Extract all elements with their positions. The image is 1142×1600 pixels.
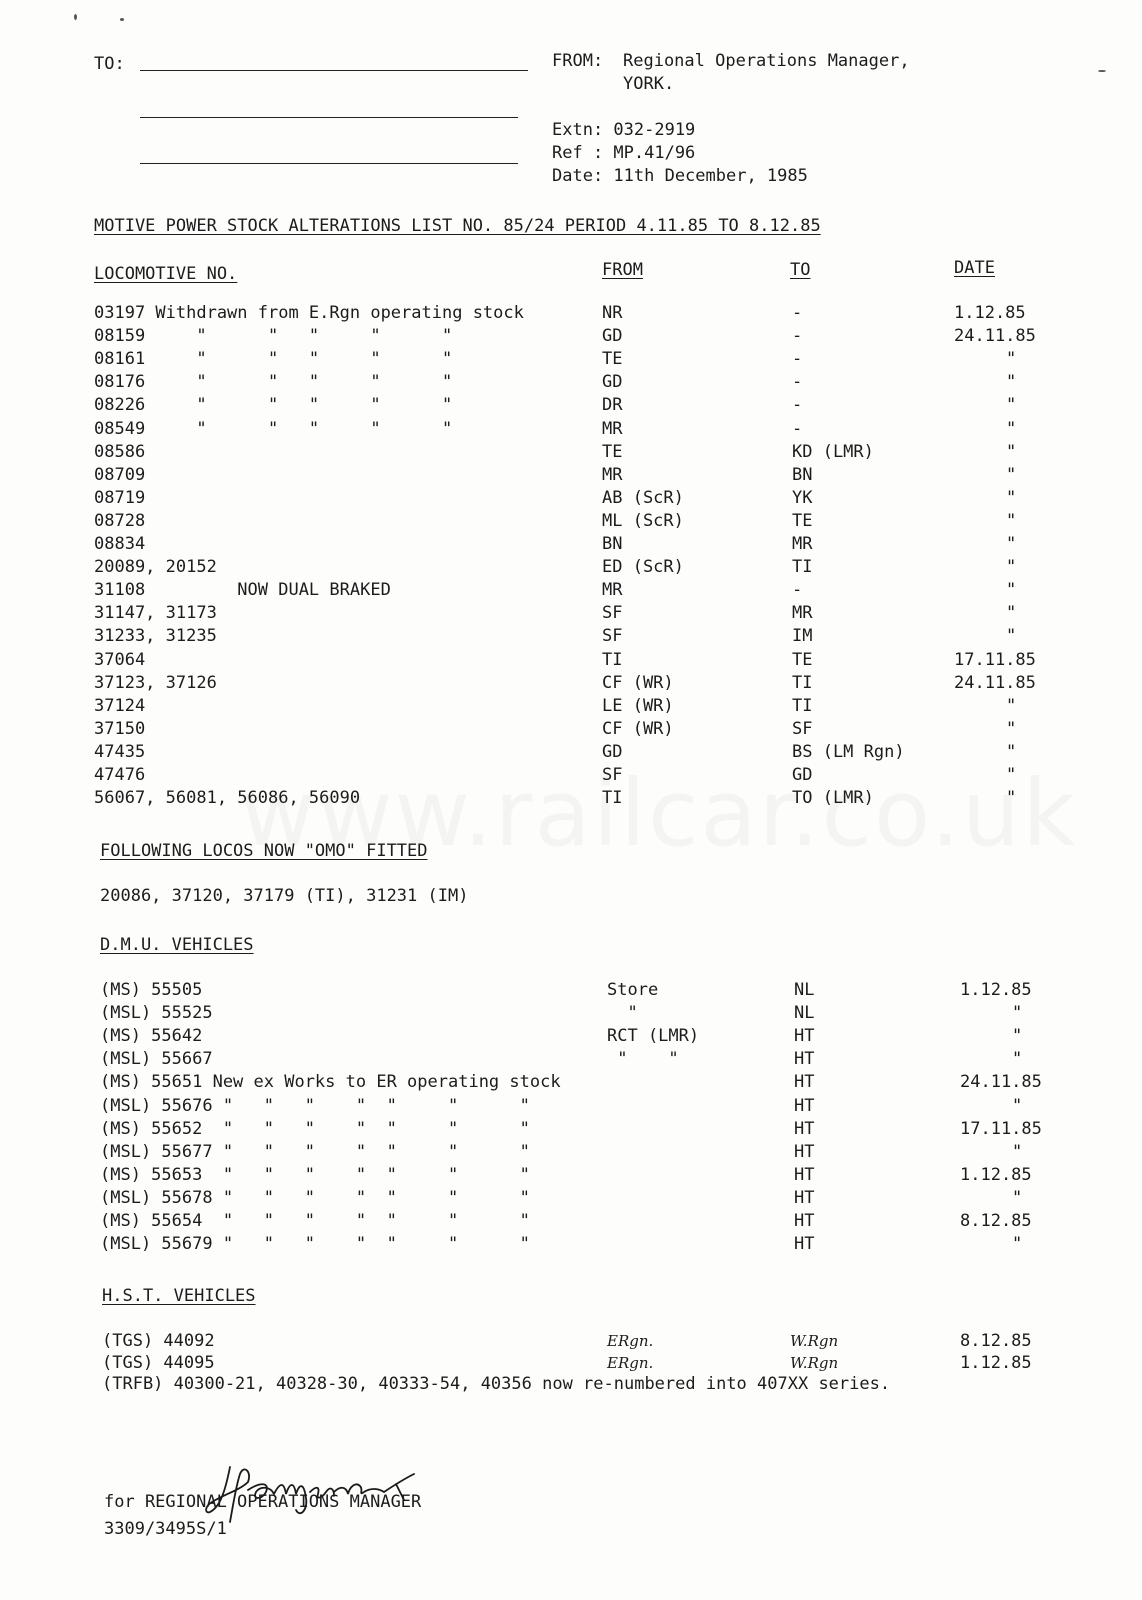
row-to: TE bbox=[792, 649, 813, 670]
row-date: " bbox=[1012, 1095, 1023, 1116]
from-label: FROM: bbox=[552, 51, 604, 71]
row-date: " bbox=[1006, 557, 1017, 578]
row-item: 08159 " " " " " bbox=[94, 326, 453, 347]
row-item: (MS) 55653 " " " " " " " bbox=[100, 1164, 530, 1185]
row-item: 08226 " " " " " bbox=[94, 395, 453, 416]
row-date: 1.12.85 bbox=[960, 1353, 1032, 1373]
row-date: " bbox=[1006, 441, 1017, 462]
column-locomotive: LOCOMOTIVE NO. bbox=[94, 264, 238, 284]
row-date: " bbox=[1012, 1234, 1023, 1255]
row-from: ERgn. bbox=[607, 1332, 654, 1350]
row-item: 31233, 31235 bbox=[94, 626, 217, 647]
scan-speck bbox=[120, 18, 124, 21]
row-date: 24.11.85 bbox=[954, 672, 1036, 693]
row-date: " bbox=[1006, 603, 1017, 624]
date-line: Date: 11th December, 1985 bbox=[552, 166, 808, 186]
row-item: (MS) 55652 " " " " " " " bbox=[100, 1118, 530, 1139]
row-date: " bbox=[1012, 1141, 1023, 1162]
row-to: TE bbox=[792, 510, 813, 531]
row-from: AB (ScR) bbox=[602, 487, 684, 508]
row-from: LE (WR) bbox=[602, 695, 674, 716]
row-to: W.Rgn bbox=[790, 1354, 839, 1372]
row-from: SF bbox=[602, 603, 623, 624]
row-to: - bbox=[792, 395, 803, 416]
row-to: TI bbox=[792, 695, 813, 716]
row-date: " bbox=[1012, 1026, 1023, 1047]
row-date: " bbox=[1006, 626, 1017, 647]
row-date: " bbox=[1006, 741, 1017, 762]
row-date: " bbox=[1006, 487, 1017, 508]
row-item: 37064 bbox=[94, 649, 146, 670]
row-item: 31147, 31173 bbox=[94, 603, 217, 624]
row-date: " bbox=[1012, 1187, 1023, 1208]
row-to: NL bbox=[794, 1003, 815, 1024]
row-to: W.Rgn bbox=[790, 1332, 839, 1350]
row-from: " bbox=[607, 1003, 638, 1024]
row-date: 8.12.85 bbox=[960, 1331, 1032, 1351]
row-to: TI bbox=[792, 672, 813, 693]
row-date: " bbox=[1006, 695, 1017, 716]
row-item: 20089, 20152 bbox=[94, 557, 217, 578]
row-to: IM bbox=[792, 626, 813, 647]
row-date: 24.11.85 bbox=[960, 1072, 1042, 1093]
row-from: SF bbox=[602, 765, 623, 785]
signatory-line: for REGIONAL OPERATIONS MANAGER bbox=[104, 1492, 422, 1512]
row-date: " bbox=[1006, 718, 1017, 739]
row-date: " bbox=[1006, 464, 1017, 485]
row-from: CF (WR) bbox=[602, 718, 674, 739]
row-date: " bbox=[1006, 372, 1017, 393]
row-item: (MSL) 55667 bbox=[100, 1049, 213, 1070]
row-to: HT bbox=[794, 1072, 815, 1093]
row-item: 37123, 37126 bbox=[94, 672, 217, 693]
row-from: GD bbox=[602, 741, 623, 762]
row-item: (MS) 55642 bbox=[100, 1026, 203, 1047]
row-from: RCT (LMR) bbox=[607, 1026, 700, 1047]
row-item: 08834 bbox=[94, 534, 146, 554]
row-date: 17.11.85 bbox=[954, 649, 1036, 670]
row-to: TO (LMR) bbox=[792, 788, 874, 809]
row-to: GD bbox=[792, 765, 813, 785]
from-line-2: YORK. bbox=[623, 74, 675, 94]
row-to: HT bbox=[794, 1026, 815, 1047]
omo-heading: FOLLOWING LOCOS NOW "OMO" FITTED bbox=[100, 841, 428, 861]
row-date: " bbox=[1006, 765, 1017, 785]
row-date: " bbox=[1006, 510, 1017, 531]
column-to: TO bbox=[790, 260, 811, 280]
row-from: BN bbox=[602, 534, 623, 554]
row-item: 47476 bbox=[94, 765, 146, 785]
to-line-2 bbox=[140, 117, 518, 118]
row-item: 08719 bbox=[94, 487, 146, 508]
row-from: GD bbox=[602, 372, 623, 393]
row-date: " bbox=[1006, 580, 1017, 601]
row-from: SF bbox=[602, 626, 623, 647]
row-date: 1.12.85 bbox=[954, 303, 1026, 323]
row-date: 24.11.85 bbox=[954, 326, 1036, 347]
row-item: (MSL) 55676 " " " " " " " bbox=[100, 1095, 530, 1116]
row-date: 1.12.85 bbox=[960, 980, 1032, 1000]
row-to: KD (LMR) bbox=[792, 441, 874, 462]
row-date: " bbox=[1006, 349, 1017, 370]
row-from: ERgn. bbox=[607, 1354, 654, 1372]
row-item: 08586 bbox=[94, 441, 146, 462]
row-item: 08709 bbox=[94, 464, 146, 485]
row-item: 08161 " " " " " bbox=[94, 349, 453, 370]
row-from: MR bbox=[602, 580, 623, 601]
row-item: 37150 bbox=[94, 718, 146, 739]
row-from: MR bbox=[602, 418, 623, 439]
hst-note: (TRFB) 40300-21, 40328-30, 40333-54, 40356 now re-numbered into 407XX series. bbox=[102, 1374, 891, 1394]
row-item: (MSL) 55525 bbox=[100, 1003, 213, 1024]
column-from: FROM bbox=[602, 260, 643, 280]
row-to: NL bbox=[794, 980, 815, 1000]
row-to: HT bbox=[794, 1141, 815, 1162]
row-from: CF (WR) bbox=[602, 672, 674, 693]
row-to: - bbox=[792, 349, 803, 370]
row-date: " bbox=[1012, 1003, 1023, 1024]
row-item: 08176 " " " " " bbox=[94, 372, 453, 393]
row-from: TE bbox=[602, 349, 623, 370]
row-item: 47435 bbox=[94, 741, 146, 762]
to-line-1 bbox=[140, 70, 528, 71]
row-from: NR bbox=[602, 303, 623, 323]
row-date: " bbox=[1006, 788, 1017, 809]
row-to: MR bbox=[792, 534, 813, 554]
row-to: - bbox=[792, 580, 803, 601]
row-from: ED (ScR) bbox=[602, 557, 684, 578]
omo-list: 20086, 37120, 37179 (TI), 31231 (IM) bbox=[100, 886, 469, 906]
row-to: TI bbox=[792, 557, 813, 578]
extension: Extn: 032-2919 bbox=[552, 120, 696, 140]
row-to: - bbox=[792, 372, 803, 393]
row-from: GD bbox=[602, 326, 623, 347]
row-to: HT bbox=[794, 1164, 815, 1185]
to-label: TO: bbox=[94, 54, 125, 74]
row-from: Store bbox=[607, 980, 659, 1000]
row-from: ML (ScR) bbox=[602, 510, 684, 531]
from-line-1: Regional Operations Manager, bbox=[623, 51, 910, 71]
row-to: HT bbox=[794, 1211, 815, 1231]
row-item: 31108 NOW DUAL BRAKED bbox=[94, 580, 391, 601]
row-item: 37124 bbox=[94, 695, 146, 716]
row-to: HT bbox=[794, 1095, 815, 1116]
row-to: BS (LM Rgn) bbox=[792, 741, 905, 762]
row-from: TI bbox=[602, 649, 623, 670]
row-to: HT bbox=[794, 1187, 815, 1208]
row-item: (MS) 55651 New ex Works to ER operating stock bbox=[100, 1072, 561, 1093]
to-line-3 bbox=[140, 163, 518, 164]
hst-heading: H.S.T. VEHICLES bbox=[102, 1286, 256, 1306]
row-date: " bbox=[1006, 534, 1017, 554]
scan-speck bbox=[1098, 70, 1106, 72]
row-date: " bbox=[1006, 418, 1017, 439]
row-date: 8.12.85 bbox=[960, 1211, 1032, 1231]
row-to: - bbox=[792, 326, 803, 347]
row-item: (MSL) 55679 " " " " " " " bbox=[100, 1234, 530, 1255]
row-to: BN bbox=[792, 464, 813, 485]
document-title: MOTIVE POWER STOCK ALTERATIONS LIST NO. 85/24 PERIOD 4.11.85 TO 8.12.85 bbox=[94, 216, 821, 236]
row-from: DR bbox=[602, 395, 623, 416]
row-from: TI bbox=[602, 788, 623, 809]
row-item: (MS) 55505 bbox=[100, 980, 203, 1000]
reference: Ref : MP.41/96 bbox=[552, 143, 696, 163]
row-date: 1.12.85 bbox=[960, 1164, 1032, 1185]
row-item: (MSL) 55678 " " " " " " " bbox=[100, 1187, 530, 1208]
row-to: - bbox=[792, 418, 803, 439]
row-item: 08728 bbox=[94, 510, 146, 531]
row-from: TE bbox=[602, 441, 623, 462]
row-to: SF bbox=[792, 718, 813, 739]
row-item: 03197 Withdrawn from E.Rgn operating stock bbox=[94, 303, 524, 323]
row-item: (MS) 55654 " " " " " " " bbox=[100, 1211, 530, 1231]
dmu-heading: D.M.U. VEHICLES bbox=[100, 935, 254, 955]
row-to: HT bbox=[794, 1049, 815, 1070]
row-item: 08549 " " " " " bbox=[94, 418, 453, 439]
row-item: (MSL) 55677 " " " " " " " bbox=[100, 1141, 530, 1162]
row-from: " " bbox=[607, 1049, 679, 1070]
row-item: (TGS) 44092 bbox=[102, 1331, 215, 1351]
row-from: MR bbox=[602, 464, 623, 485]
row-date: 17.11.85 bbox=[960, 1118, 1042, 1139]
scan-speck bbox=[74, 14, 77, 20]
footer-reference: 3309/3495S/1 bbox=[104, 1519, 227, 1539]
row-item: 56067, 56081, 56086, 56090 bbox=[94, 788, 361, 809]
row-date: " bbox=[1006, 395, 1017, 416]
row-date: " bbox=[1012, 1049, 1023, 1070]
row-item: (TGS) 44095 bbox=[102, 1353, 215, 1373]
row-to: HT bbox=[794, 1234, 815, 1255]
row-to: - bbox=[792, 303, 803, 323]
row-to: MR bbox=[792, 603, 813, 624]
column-date: DATE bbox=[954, 258, 995, 278]
row-to: YK bbox=[792, 487, 813, 508]
row-to: HT bbox=[794, 1118, 815, 1139]
